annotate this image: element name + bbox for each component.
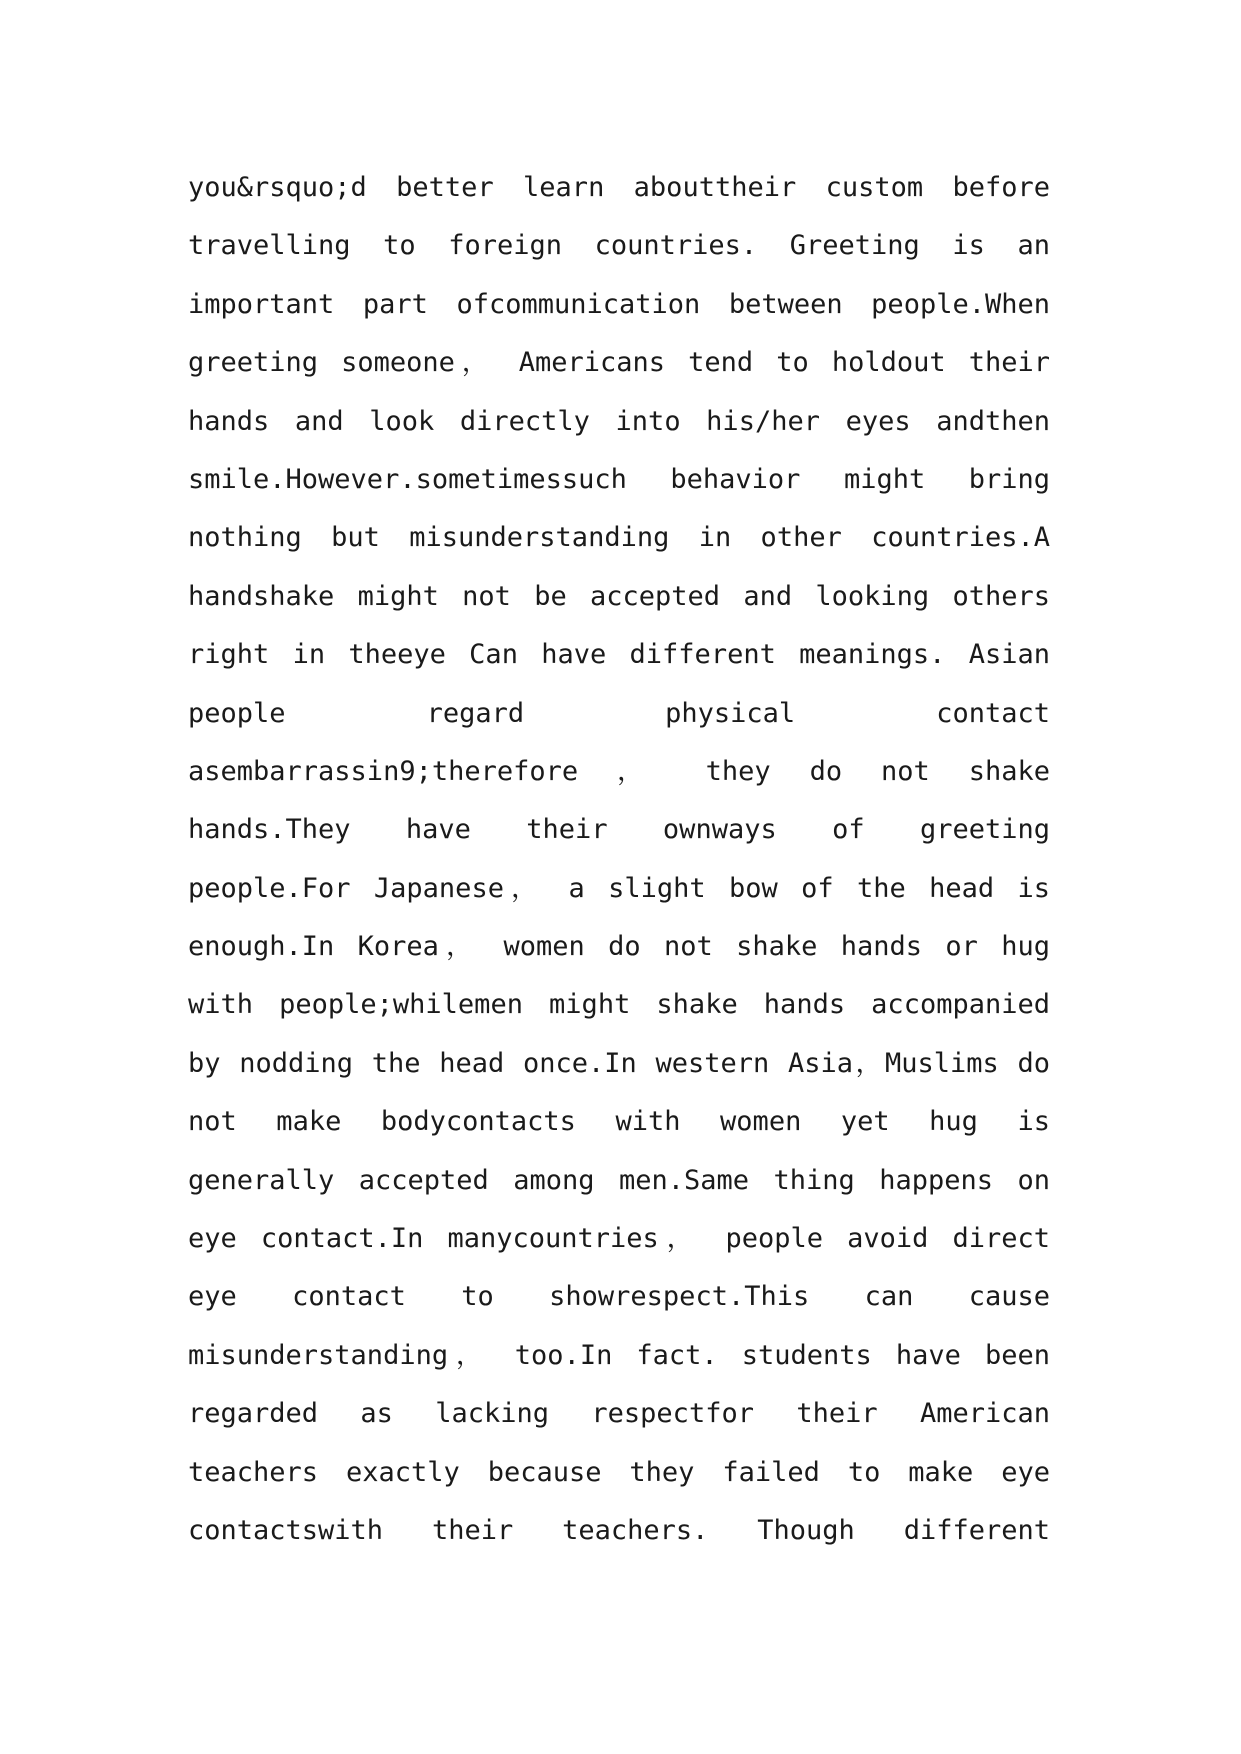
- text-line: people regard physical contact: [188, 697, 1050, 729]
- text-line: generally accepted among men.Same thing happens on: [188, 1164, 1050, 1196]
- text-line: important part ofcommunication between people.When: [188, 288, 1050, 320]
- text-line: people.For Japanese， a slight bow of the head is: [188, 872, 1050, 904]
- text-line: not make bodycontacts with women yet hug is: [188, 1106, 1050, 1138]
- text-line: you&rsquo;d better learn abouttheir custom before: [188, 172, 1050, 203]
- text-line: regarded as lacking respectfor their American: [188, 1398, 1050, 1430]
- text-line: enough.In Korea， women do not shake hands or hug: [188, 931, 1050, 963]
- text-line: handshake might not be accepted and looking others: [188, 580, 1050, 612]
- text-line: by nodding the head once.In western Asia，Muslims do: [188, 1047, 1050, 1079]
- text-line: nothing but misunderstanding in other countries.A: [188, 522, 1050, 554]
- text-line: teachers exactly because they failed to make eye: [188, 1456, 1050, 1488]
- text-line: contactswith their teachers. Though different: [188, 1514, 1050, 1546]
- text-line: eye contact.In manycountries， people avoid direct: [188, 1223, 1050, 1255]
- text-line: smile.However.sometimessuch behavior might bring: [188, 463, 1050, 495]
- text-line: right in theeye Can have different meanings. Asian: [188, 639, 1050, 671]
- text-line: misunderstanding， too.In fact. students have been: [188, 1339, 1050, 1371]
- text-line: eye contact to showrespect.This can cause: [188, 1281, 1050, 1313]
- body-text: [188, 162, 1050, 1563]
- text-line: with people;whilemen might shake hands accompanied: [188, 989, 1050, 1021]
- text-line: hands and look directly into his/her eyes andthen: [188, 405, 1050, 437]
- text-line: hands.They have their ownways of greeting: [188, 814, 1050, 846]
- text-line: asembarrassin9;therefore ， they do not shake: [188, 755, 1050, 787]
- text-line: travelling to foreign countries. Greeting is an: [188, 230, 1050, 262]
- text-line: greeting someone， Americans tend to holdout their: [188, 347, 1050, 379]
